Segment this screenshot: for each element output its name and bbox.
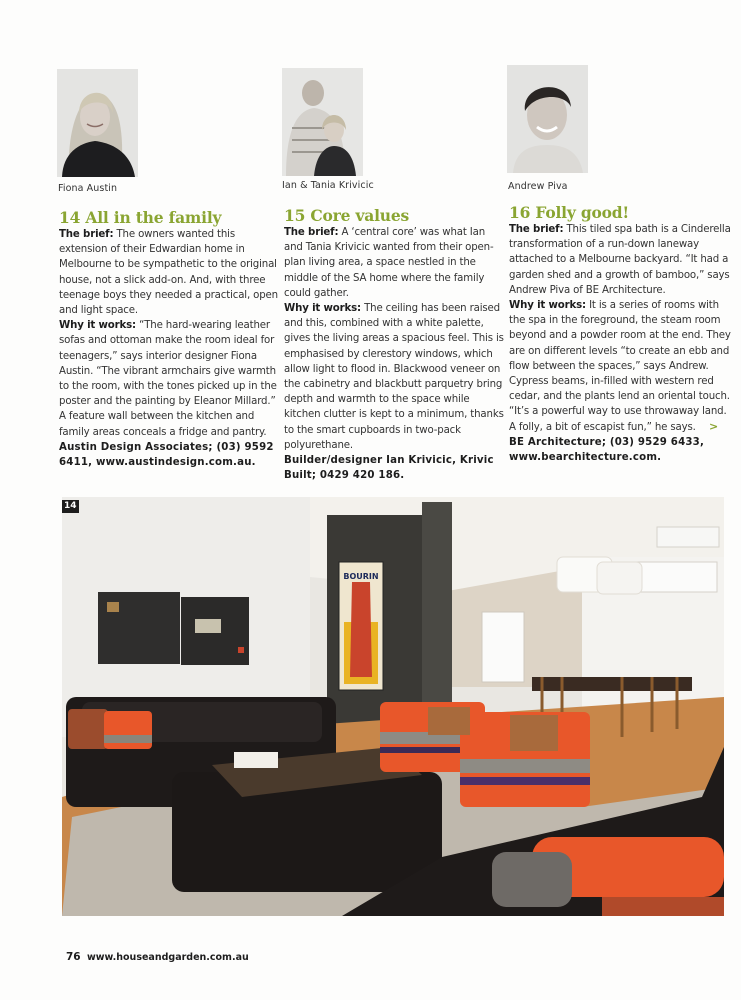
- why-label: Why it works:: [59, 320, 136, 332]
- contact-info: Austin Design Associates; (03) 9592 6411, www.austindesign.com.au.: [59, 441, 274, 469]
- brief-text: A ‘central core’ was what Ian and Tania Krivicic wanted from their open-plan living area, a space nestled in the middle of the SA home where the family could gather.: [284, 227, 494, 299]
- article-15: [284, 207, 506, 483]
- portrait-photo: [57, 69, 138, 177]
- why-label: Why it works:: [284, 303, 361, 315]
- page-footer: [66, 951, 249, 963]
- why-text: “The hard-wearing leather sofas and ottoman make the room ideal for teenagers,” says interior designer Fiona Austin. “The vibrant armchairs give warmth to the room, with the tones picked up in the poster and the painting by Eleanor Millard.” A feature wall between the kitchen and family areas conceals a fridge and pantry.: [59, 320, 277, 438]
- portrait-caption-andrew-piva: Andrew Piva: [508, 181, 568, 192]
- why-label: Why it works:: [509, 300, 586, 312]
- article-title: [284, 207, 506, 224]
- brief-label: The brief:: [59, 229, 114, 240]
- article-body: [284, 225, 506, 453]
- photo-number-tag: 14: [64, 501, 77, 511]
- portrait-photo: [282, 68, 363, 176]
- brief-label: The brief:: [509, 224, 564, 235]
- why-text: It is a series of rooms with the spa in the foreground, the steam room beyond and a powder room at the end. They are on different levels “to create an ebb and flow between the spaces,” says Andrew. Cypress beams, in-filled with western red cedar, and the plants lend an oriental touch. “It’s a powerful way to use throwaway land. A folly, a bit of escapist fun,” he says.: [509, 300, 731, 433]
- portrait-andrew-piva: [507, 65, 588, 173]
- article-number: 16: [509, 203, 531, 222]
- article-number: 15: [284, 206, 306, 225]
- portrait-fiona-austin: [57, 69, 138, 177]
- portrait-caption-ian-tania-krivicic: Ian & Tania Krivicic: [282, 180, 374, 191]
- poster-text: BOURIN: [343, 572, 379, 581]
- brief-text: This tiled spa bath is a Cinderella transformation of a run-down laneway attached to a Melbourne backyard. “It had a garden shed and a growth of bamboo,” says Andrew Piva of BE Architecture.: [509, 224, 731, 296]
- article-body: [59, 227, 281, 440]
- article-title: [509, 204, 731, 221]
- page-number: 76: [66, 951, 81, 963]
- article-16: [509, 204, 731, 465]
- article-14: [59, 209, 281, 470]
- article-title-text: Folly good!: [535, 203, 630, 222]
- article-title: [59, 209, 281, 226]
- living-room-image: [62, 497, 724, 916]
- portrait-caption-fiona-austin: Fiona Austin: [58, 183, 118, 194]
- brief-text: The owners wanted this extension of their Edwardian home in Melbourne to be sympathetic to the original house, not a slick add-on. And, with three teenage boys they needed a practical, open and light space.: [59, 229, 278, 317]
- article-body: [509, 222, 731, 435]
- article-number: 14: [59, 208, 81, 227]
- contact-info: BE Architecture; (03) 9529 6433, www.bearchitecture.com.: [509, 436, 705, 464]
- article-title-text: Core values: [310, 206, 410, 225]
- portrait-ian-tania-krivicic: [282, 68, 363, 176]
- interior-photo: [62, 497, 724, 916]
- footer-website: www.houseandgarden.com.au: [86, 952, 249, 963]
- why-text: The ceiling has been raised and this, combined with a white palette, gives the living areas a spacious feel. This is emphasised by clerestory windows, which allow light to flood in. Blackwood veneer on the cabinetry and blackbutt parquetry bring depth and warmth to the space while kitchen clutter is kept to a minimum, thanks to the smart cupboards in two-pack polyurethane.: [284, 303, 504, 451]
- brief-label: The brief:: [284, 227, 339, 238]
- portrait-photo: [507, 65, 588, 173]
- continue-arrow-icon: >: [709, 420, 719, 433]
- article-title-text: All in the family: [85, 208, 222, 227]
- contact-info: Builder/designer Ian Krivicic, Krivic Built; 0429 420 186.: [284, 455, 494, 482]
